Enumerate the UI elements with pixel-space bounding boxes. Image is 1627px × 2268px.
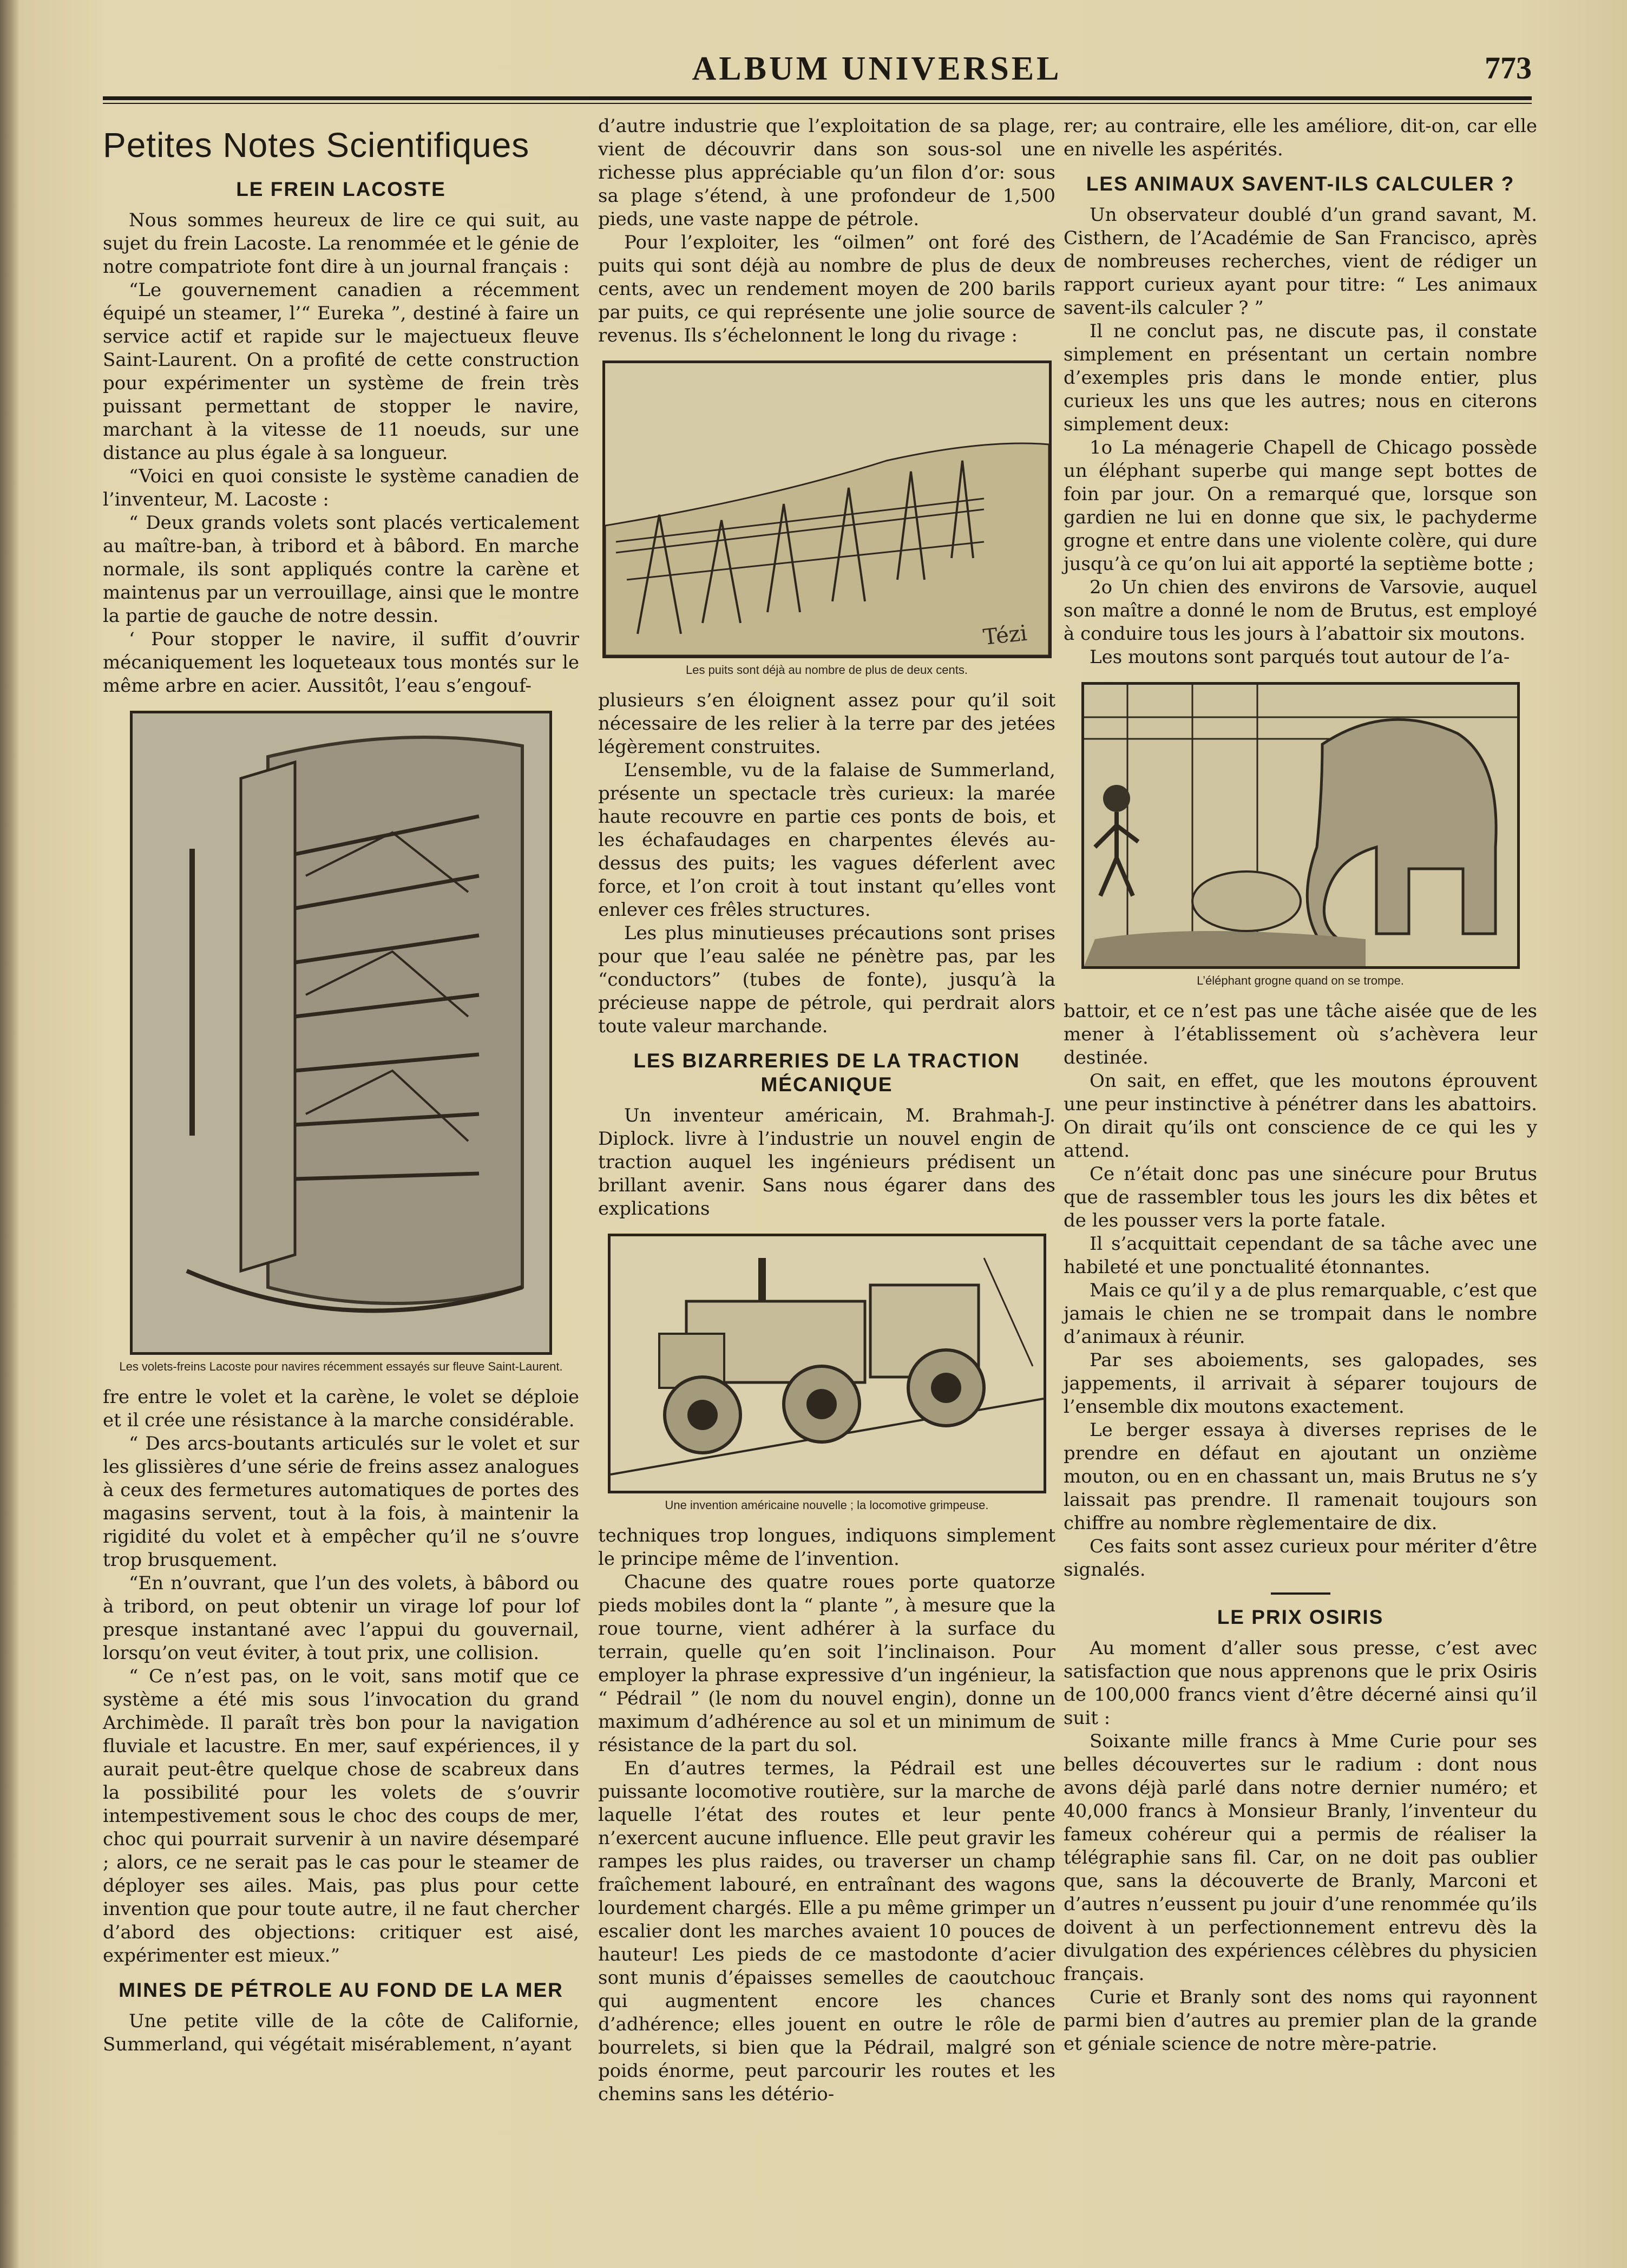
section-title-mines: MINES DE PÉTROLE AU FOND DE LA MER bbox=[119, 1979, 563, 2001]
paragraph: On sait, en effet, que les moutons éprouvent une peur instinctive à pénétrer dans les abattoirs. On dirait qu’ils ont conscience de ce qui les y attend. bbox=[1064, 1070, 1537, 1162]
column-3 bbox=[1064, 115, 1537, 2220]
paragraph: fre entre le volet et la carène, le volet se déploie et il crée une résistance à la marche considérable. bbox=[103, 1386, 579, 1431]
header-rule-thin bbox=[103, 103, 1532, 104]
paragraph: Les moutons sont parqués tout autour de l’a- bbox=[1090, 646, 1510, 668]
paragraph: d’autre industrie que l’exploitation de sa plage, vient de découvrir dans son sous-sol une richesse plus appréciable qu’un filon d’or: sous sa plage s’étend, à une profondeur de 1,500 pieds, une vaste nappe de pétrole. bbox=[598, 115, 1055, 230]
paragraph: Au moment d’aller sous presse, c’est avec satisfaction que nous apprenons que le prix Osiris de 100,000 francs vient d’être décerné ainsi qu’il suit : bbox=[1064, 1637, 1537, 1729]
page-number: 773 bbox=[1485, 50, 1532, 86]
paragraph: Chacune des quatre roues porte quatorze pieds mobiles dont la “ plante ”, à mesure que la roue tourne, vient adhérer à la surface du terrain, quelle qu’en soit l’inclinaison. Pour employer la phrase expressive d’un ingénieur, la “ Pédrail ” (le nom du nouvel engin), donne un maximum d’adhérence au sol et un minimum de résistance de la part du sol. bbox=[598, 1571, 1055, 1756]
elephant-drawing bbox=[1084, 685, 1517, 966]
locomotive-drawing bbox=[611, 1236, 1044, 1491]
main-title: Petites Notes Scientifiques bbox=[103, 126, 530, 165]
paragraph: Les plus minutieuses précautions sont prises pour que l’eau salée ne pénètre pas, par les “conductors” (tubes de fonte), jusqu’à la précieuse nappe de pétrole, qui perdrait alors toute valeur marchande. bbox=[598, 922, 1055, 1037]
figure-elephant bbox=[1064, 682, 1537, 988]
paragraph: “En n’ouvrant, que l’un des volets, à bâbord ou à tribord, on peut obtenir un virage lof pour lof presque instantané avec l’appui du gouvernail, lorsqu’on veut éviter, à tout prix, une collision. bbox=[103, 1572, 579, 1664]
caption: Les volets-freins Lacoste pour navires récemment essayés sur fleuve Saint-Laurent. bbox=[119, 1360, 563, 1373]
caption: Les puits sont déjà au nombre de plus de deux cents. bbox=[685, 663, 968, 677]
figure-frein bbox=[103, 711, 579, 1374]
paragraph: “Voici en quoi consiste le système canadien de l’inventeur, M. Lacoste : bbox=[103, 466, 579, 510]
paragraph: Ce n’était donc pas une sinécure pour Brutus que de rassembler tous les jours les dix bêtes et de les pousser vers la porte fatale. bbox=[1064, 1163, 1537, 1231]
figure-locomotive bbox=[598, 1234, 1055, 1512]
page-header bbox=[103, 50, 1532, 104]
caption: L’éléphant grogne quand on se trompe. bbox=[1197, 974, 1404, 987]
paragraph: Il s’acquittait cependant de sa tâche avec une habileté et une ponctualité étonnantes. bbox=[1064, 1233, 1537, 1278]
paragraph: Il ne conclut pas, ne discute pas, il constate simplement en présentant un certain nombre d’exemples pris dans le monde entier, plus curieux les uns que les autres; nous en citerons simplement deux: bbox=[1064, 320, 1537, 435]
paragraph: Soixante mille francs à Mme Curie pour ses belles découvertes sur le radium : dont nous avons déjà parlé dans notre dernier numéro; et 40,000 francs à Monsieur Branly, l’inventeur du fameux cohéreur qui a permis de réaliser la télégraphie sans fil. Car, on ne doit pas oublier que, sans la découverte de Branly, Marconi et d’autres n’eussent pu jouir d’une renommée qu’ils doivent à un perfectionnement entrevu dès la divulgation des expériences célèbres du physicien français. bbox=[1064, 1731, 1537, 1985]
paragraph: battoir, et ce n’est pas une tâche aisée que de les mener à l’établissement où s’achèvera leur destinée. bbox=[1064, 1000, 1537, 1069]
paragraph: plusieurs s’en éloignent assez pour qu’il soit nécessaire de les relier à la terre par des jetées légèrement construites. bbox=[598, 690, 1055, 758]
section-title-animaux: LES ANIMAUX SAVENT-ILS CALCULER ? bbox=[1086, 173, 1515, 195]
paragraph: Ces faits sont assez curieux pour mériter d’être signalés. bbox=[1064, 1536, 1537, 1581]
paragraph: L’ensemble, vu de la falaise de Summerland, présente un spectacle très curieux: la marée haute recouvre en partie ces ponts de bois, et les échafaudages en charpentes élevés au-dessus des puits; les vagues déferlent avec force, et l’on croit à tout instant qu’elles vont enlever ces frêles structures. bbox=[598, 759, 1055, 921]
paragraph: ‘ Pour stopper le navire, il suffit d’ouvrir mécaniquement les loqueteaux tous montés sur le même arbre en acier. Aussitôt, l’eau s’engouf- bbox=[103, 628, 579, 697]
oil-wells-illustration bbox=[602, 360, 1052, 658]
paragraph: Un observateur doublé d’un grand savant, M. Cisthern, de l’Académie de San Francisco, après de nombreuses recherches, vient de rédiger un rapport curieux ayant pour titre: “ Les animaux savent-ils calculer ? ” bbox=[1064, 204, 1537, 319]
paragraph: En d’autres termes, la Pédrail est une puissante locomotive routière, sur la marche de laquelle l’état des routes et leur pente n’exercent aucune influence. Elle peut gravir les rampes les plus raides, ou traverser un champ fraîchement labouré, en entraînant des wagons lourdement chargés. Elle a pu même grimper un escalier dont les marches avaient 10 pouces de hauteur! Les pieds de ce mastodonte d’acier sont munis d’épaisses semelles de caoutchouc qui augmentent encore les chances d’adhérence; elles jouent en outre le rôle de bourrelets, si bien que la Pédrail, malgré son poids énorme, peut parcourir les routes et les chemins sans les détério- bbox=[598, 1758, 1055, 2105]
paragraph: Un inventeur américain, M. Brahmah-J. Diplock. livre à l’industrie un nouvel engin de traction auquel les ingénieurs prédisent un brillant avenir. Sans nous égarer dans des explications bbox=[598, 1105, 1055, 1220]
column-2 bbox=[598, 115, 1055, 2220]
figure-oil-wells bbox=[598, 360, 1055, 677]
paragraph: Par ses aboiements, ses galopades, ses jappements, il arrivait à séparer toujours de l’ensemble dix moutons exactement. bbox=[1064, 1349, 1537, 1418]
paragraph: Le berger essaya à diverses reprises de le prendre en défaut en ajoutant un onzième mouton, ou en en chassant un, mais Brutus ne s’y laissait pas prendre. Il ramenait toujours son chiffre au nombre règlementaire de dix. bbox=[1064, 1419, 1537, 1534]
paragraph: Curie et Branly sont des noms qui rayonnent parmi bien d’autres au premier plan de la grande et géniale science de notre mère-patrie. bbox=[1064, 1987, 1537, 2055]
svg-text:Tézi: Tézi bbox=[981, 620, 1028, 650]
section-title-osiris: LE PRIX OSIRIS bbox=[1217, 1606, 1384, 1628]
section-title-frein: LE FREIN LACOSTE bbox=[236, 178, 446, 200]
paragraph: 2o Un chien des environs de Varsovie, auquel son maître a donné le nom de Brutus, est employé à conduire tous les jours à l’abattoir six moutons. bbox=[1064, 576, 1537, 645]
header-rule bbox=[103, 96, 1532, 100]
paragraph: rer; au contraire, elle les améliore, dit-on, car elle en nivelle les aspérités. bbox=[1064, 115, 1537, 160]
paragraph: Une petite ville de la côte de Californie, Summerland, qui végétait misérablement, n’ayant bbox=[103, 2010, 579, 2055]
paragraph: “Le gouvernement canadien a récemment équipé un steamer, l’“ Eureka ”, destiné à faire un service actif et rapide sur le majectueux fleuve Saint-Laurent. On a profité de cette construction pour expérimenter un système de frein très puissant permettant de stopper le navire, marchant à la vitesse de 11 noeuds, sur une distance au plus égale à sa longueur. bbox=[103, 279, 579, 464]
oil-wells-drawing bbox=[605, 363, 1049, 656]
paragraph: Nous sommes heureux de lire ce qui suit, au sujet du frein Lacoste. La renommée et le génie de notre compatriote font dire à un journal français : bbox=[103, 209, 579, 278]
paragraph: Mais ce qu’il y a de plus remarquable, c’est que jamais le chien ne se trompait dans le nombre d’animaux à réunir. bbox=[1064, 1280, 1537, 1348]
paragraph: techniques trop longues, indiquons simplement le principe même de l’invention. bbox=[598, 1525, 1055, 1570]
section-separator bbox=[1271, 1592, 1330, 1595]
brake-illustration bbox=[130, 711, 552, 1355]
page-binding-edge bbox=[0, 0, 19, 2268]
paragraph: Pour l’exploiter, les “oilmen” ont foré des puits qui sont déjà au nombre de plus de deux cents, avec un rendement moyen de 200 barils par puits, ce qui représente une jolie source de revenus. Ils s’échelonnent le long du rivage : bbox=[598, 232, 1055, 346]
column-1 bbox=[103, 115, 579, 2220]
section-title-traction: LES BIZARRERIES DE LA TRACTION MÉCANIQUE bbox=[633, 1050, 1020, 1096]
paragraph: “ Des arcs-boutants articulés sur le volet et sur les glissières d’une série de freins assez analogues à ceux des fermetures automatiques de portes des magasins servent, tout à la fois, à maintenir la rigidité du volet et à empêcher qu’il ne s’ouvre trop brusquement. bbox=[103, 1433, 579, 1571]
paragraph: 1o La ménagerie Chapell de Chicago possède un éléphant superbe qui mange sept bottes de foin par jour. On a remarqué que, lorsque son gardien ne lui en donne que six, le pachyderme grogne et entre dans une violente colère, qui dure jusqu’à ce qu’on lui ait apporté la septième botte ; bbox=[1064, 437, 1537, 575]
paragraph: “ Ce n’est pas, on le voit, sans motif que ce système a été mis sous l’invocation du grand Archimède. Il paraît très bon pour la navigation fluviale et lacustre. En mer, sauf expériences, il y aurait peut-être quelque chose de scabreux dans la possibilité pour les volets de s’ouvrir intempestivement sous le choc des coups de mer, choc qui pourrait survenir à un navire désemparé ; alors, ce ne serait pas le cas pour le steamer de déployer ses ailes. Mais, pas plus pour cette invention que pour toute autre, il ne faut chercher d’abord des objections: critiquer est aisé, expérimenter est mieux.” bbox=[103, 1666, 579, 1967]
brake-drawing bbox=[133, 713, 549, 1352]
locomotive-illustration bbox=[608, 1234, 1046, 1493]
masthead: ALBUM UNIVERSEL bbox=[692, 50, 1062, 87]
caption: Une invention américaine nouvelle ; la locomotive grimpeuse. bbox=[665, 1498, 989, 1512]
elephant-illustration bbox=[1081, 682, 1520, 969]
paragraph: “ Deux grands volets sont placés verticalement au maître-ban, à tribord et à bâbord. En marche normale, ils sont appliqués contre la carène et maintenus par un verrouillage, ainsi que le montre la partie de gauche de notre dessin. bbox=[103, 512, 579, 627]
